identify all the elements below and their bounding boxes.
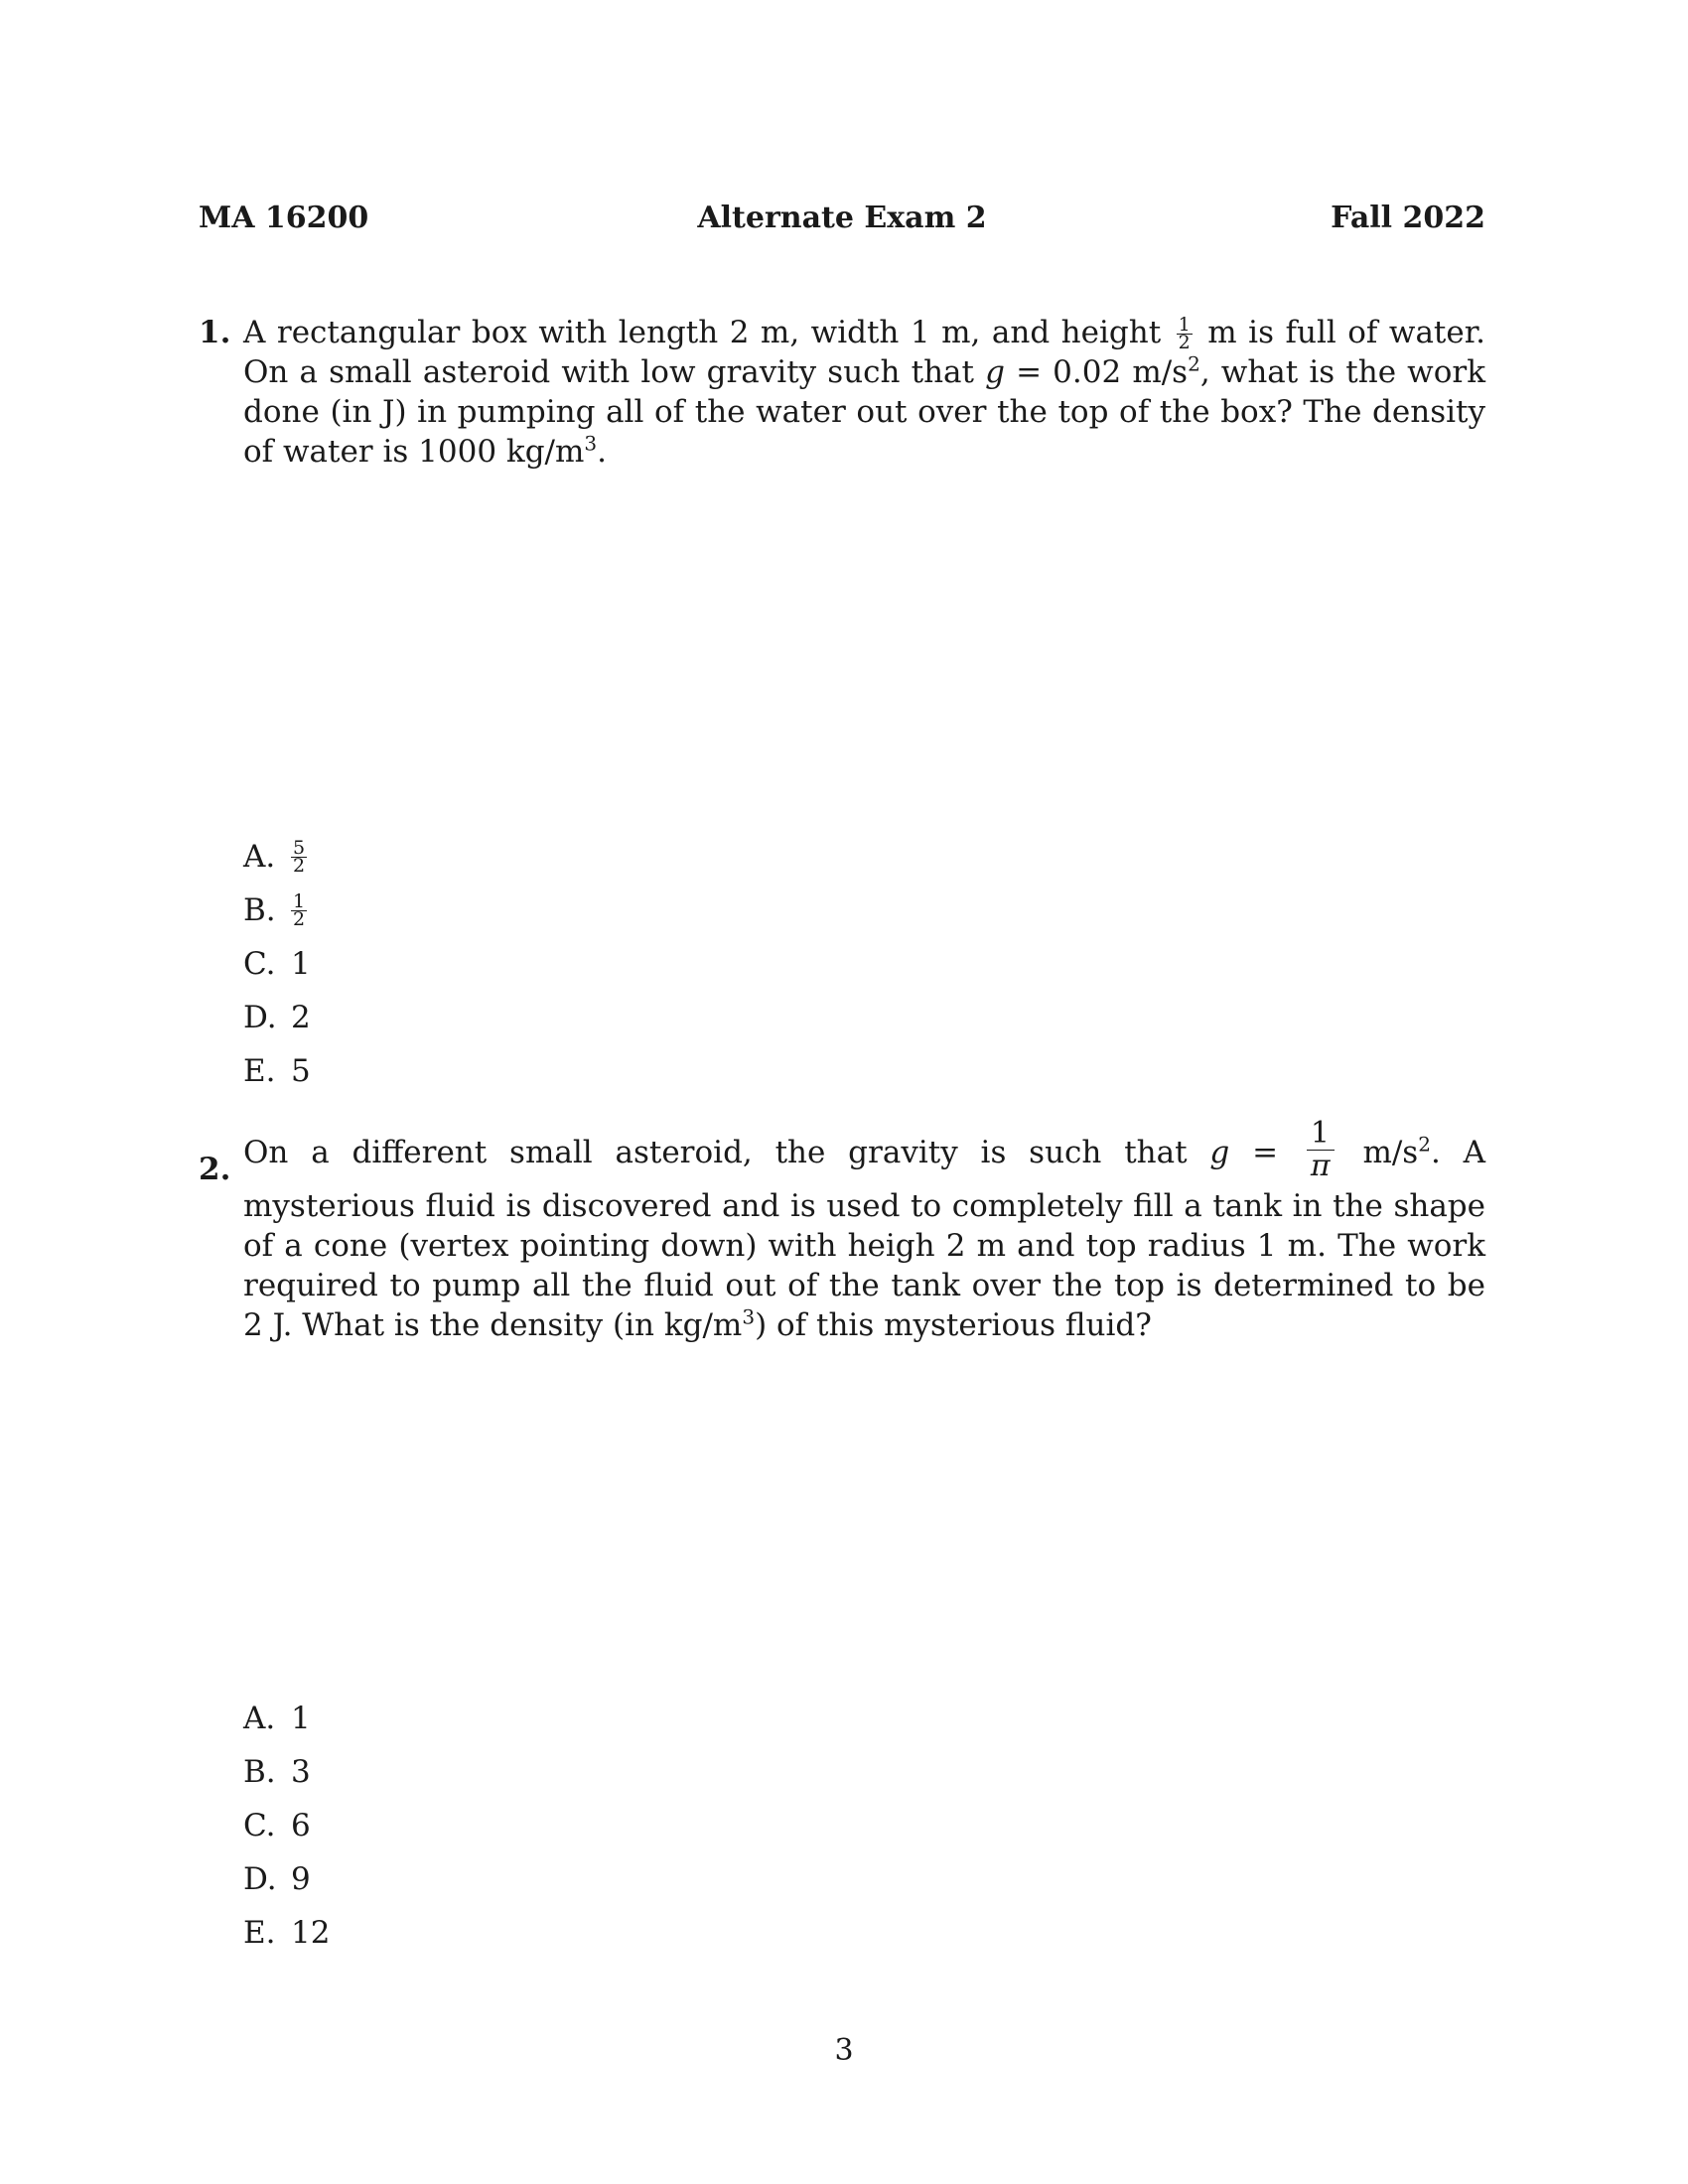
question-1 <box>199 313 1485 472</box>
question-number: 1. <box>199 315 231 350</box>
gravity-variable: g <box>1209 1135 1230 1170</box>
gravity-variable: g <box>985 354 1005 390</box>
fraction-one-half: $\frac{1}{2}$ <box>1178 314 1191 353</box>
choice-d[interactable]: D. 9 <box>243 1861 311 1897</box>
choice-b[interactable]: B. 3 <box>243 1754 311 1790</box>
exam-title: Alternate Exam 2 <box>697 201 987 235</box>
question-2 <box>199 1116 1485 1345</box>
choice-fraction: $\frac{5}{2}$ <box>293 836 306 877</box>
course-code: MA 16200 <box>199 201 369 235</box>
choice-d[interactable]: D. 2 <box>243 1000 311 1035</box>
choice-b[interactable]: B. $\frac{1}{2}$ <box>243 889 306 930</box>
page-header <box>199 201 1485 240</box>
choice-a[interactable]: A. $\frac{5}{2}$ <box>243 836 306 877</box>
choice-e[interactable]: E. 12 <box>243 1915 331 1951</box>
question-2-choices <box>243 1692 330 1960</box>
choice-fraction: $\frac{1}{2}$ <box>293 889 306 930</box>
question-1-choices <box>243 830 311 1098</box>
question-text: On a different small asteroid, the gravity is such that g = $\frac{1}{\pi}$ $m/s^2$. A mysterious fluid is discovered and is used to completely fill a tank in the shape of a cone (vertex pointing down) with heigh 2 m and top radius 1 m. The work required to pump all the fluid out of the tank over the top is determined to be 2 J. What is the density (in $kg/m^3$) of this mysterious fluid? <box>243 1116 1485 1343</box>
question-number: 2. <box>199 1152 231 1187</box>
choice-e[interactable]: E. 5 <box>243 1053 311 1089</box>
exam-term: Fall 2022 <box>1331 201 1485 235</box>
fraction-one-over-pi: $\frac{1}{\pi}$ <box>1307 1118 1335 1182</box>
question-text: A rectangular box with length 2 m, width 1 m, and height $\frac{1}{2}$ m is full of water. On a small asteroid with low gravity such that g = 0.02 $m/s^2$, what is the work done (in J) in pumping all of the water out over the top of the box? The density of water is 1000 $kg/m^3$. <box>243 314 1485 470</box>
choice-c[interactable]: C. 1 <box>243 946 311 982</box>
choice-a[interactable]: A. 1 <box>243 1701 311 1736</box>
choice-c[interactable]: C. 6 <box>243 1808 311 1843</box>
page-number: 3 <box>834 2033 854 2068</box>
